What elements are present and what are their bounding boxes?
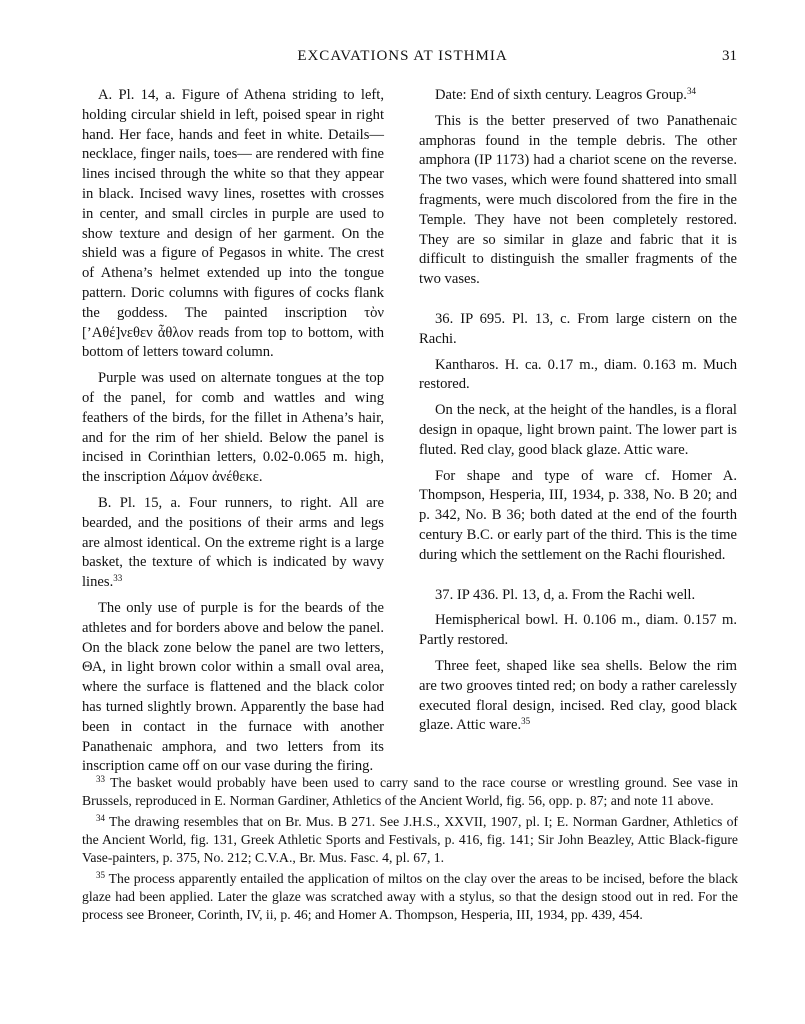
paragraph-purple-b: [82, 599, 384, 777]
footnote-33: [82, 774, 738, 810]
paragraph-purple-a: [82, 369, 384, 488]
paragraph-side-a: [82, 86, 384, 363]
footnote-text: The basket would probably have been used to carry sand to the race course or wrestling ground. See vase in Brussels, reproduced in E. Norman Gardiner, Athletics of the Ancient World, fig. 56, opp. p. 87; and note 11 above.: [82, 775, 738, 808]
spacer: [419, 296, 737, 310]
paragraph-amphoras: [419, 112, 737, 290]
entry-37-heading: [419, 586, 737, 606]
right-column: [419, 86, 737, 742]
entry-37-paragraph-1-text: Three feet, shaped like sea shells. Below the rim are two grooves tinted red; on body a rather carelessly executed floral design, incised. Red clay, good black glaze. Attic ware.: [419, 657, 737, 734]
side-a-text: A. Pl. 14, a. Figure of Athena striding to left, holding circular shield in left, poised spear in right hand. Her face, hands and feet in white. Details—necklace, finger nails, toes— are rendered with fine lines incised through the white so that they appear in black. Incised wavy lines, rosettes with crosses in center, and small circles in purple are used to show texture and design of her garment. On the shield was a figure of Pegasos in white. The crest of Athena’s helmet extended up into the tongue pattern. Doric columns with figures of cocks flank the goddess. The painted inscription τὸν [’Αθέ]νεθεν ἆθλον reads from top to bottom, with bottom of letters toward column.: [82, 87, 384, 361]
footnote-35: [82, 870, 738, 924]
entry-37-heading-text: 37. IP 436. Pl. 13, d, a. From the Rachi well.: [435, 586, 696, 603]
footnote-ref-34: 34: [686, 86, 696, 96]
spacer: [419, 572, 737, 586]
amphoras-text: This is the better preserved of two Panathenaic amphoras found in the temple debris. The other amphora (IP 1173) had a chariot scene on the reverse. The two vases, which were found shattered into small fragments, were much discolored from the fire in the Temple. They have not been completely restored. They are so similar in glaze and fabric that it is difficult to distinguish the smaller fragments of the two vases.: [419, 112, 737, 288]
purple-a-text: Purple was used on alternate tongues at the top of the panel, for comb and wattles and wing feathers of the birds, for the fillet in Athena’s hair, and for the rim of her shield. Below the panel is incised in Corinthian letters, 0.02-0.065 m. high, the inscription Δάμον ἀνέθεκε.: [82, 370, 384, 486]
running-head: [0, 48, 805, 72]
entry-36-description-text: Kantharos. H. ca. 0.17 m., diam. 0.163 m. Much restored.: [419, 356, 737, 393]
footnote-mark: 35: [96, 870, 105, 880]
side-b-text: B. Pl. 15, a. Four runners, to right. All are bearded, and the positions of their arms and legs are almost identical. On the extreme right is a large basket, the texture of which is indicated by wavy lines.: [82, 494, 384, 591]
paragraph-side-b: [82, 494, 384, 593]
footnote-mark: 34: [96, 813, 105, 823]
entry-36-heading: [419, 310, 737, 350]
purple-b-text: The only use of purple is for the beards of the athletes and for borders above and below the panel. On the black zone below the panel are two letters, ΘΑ, in light brown color within a small oval area, where the surface is flattened and the black color has turned slightly brown. Apparently the base had been in contact in the furnace with another Panathenaic amphora, and two letters from its inscription came off on our vase during the firing.: [82, 599, 384, 775]
footnote-ref-33: 33: [113, 573, 123, 584]
entry-36-paragraph-2: [419, 467, 737, 566]
entry-37-description: [419, 611, 737, 651]
footnote-text: The process apparently entailed the application of miltos on the clay over the areas to be incised, before the black glaze had been applied. Later the glaze was scratched away with a stylus, so that the design stood out in red. For the process see Broneer, Corinth, IV, ii, p. 46; and Homer A. Thompson, Hesperia, III, 1934, pp. 439, 454.: [82, 871, 738, 922]
footnote-text: The drawing resembles that on Br. Mus. B 271. See J.H.S., XXVII, 1907, pl. I; E. Norman Gardner, Athletics of the Ancient World, fig. 131, Greek Athletic Sports and Festivals, p. 416, fig. 141; Sir John Beazley, Attic Black-figure Vase-painters, p. 375, No. 212; C.V.A., Br. Mus. Fasc. 4, pl. 67, 1.: [82, 814, 738, 865]
entry-36-paragraph-2-text: For shape and type of ware cf. Homer A. Thompson, Hesperia, III, 1934, p. 338, No. B 20; and p. 342, No. B 36; both dated at the end of the fourth century B.C. or early part of the third. This is the time during which the settlement on the Rachi flourished.: [419, 467, 737, 563]
footnotes: [82, 774, 738, 927]
page-number: 31: [722, 48, 737, 64]
footnote-mark: 33: [96, 774, 105, 784]
entry-36-paragraph-1-text: On the neck, at the height of the handles, is a floral design in opaque, light brown paint. The lower part is fluted. Red clay, good black glaze. Attic ware.: [419, 402, 737, 458]
entry-36-heading-text: 36. IP 695. Pl. 13, c. From large cistern on the Rachi.: [419, 310, 737, 347]
left-column: [82, 86, 384, 783]
date-text: Date: End of sixth century. Leagros Group.: [435, 87, 687, 103]
entry-36-description: [419, 356, 737, 396]
footnote-ref-35: 35: [521, 716, 531, 727]
footnote-34: [82, 813, 738, 867]
date-line: [419, 86, 737, 106]
entry-36-paragraph-1: [419, 401, 737, 460]
entry-37-paragraph-1: [419, 657, 737, 736]
running-title: EXCAVATIONS AT ISTHMIA: [297, 48, 508, 64]
entry-37-description-text: Hemispherical bowl. H. 0.106 m., diam. 0.157 m. Partly restored.: [419, 612, 737, 649]
